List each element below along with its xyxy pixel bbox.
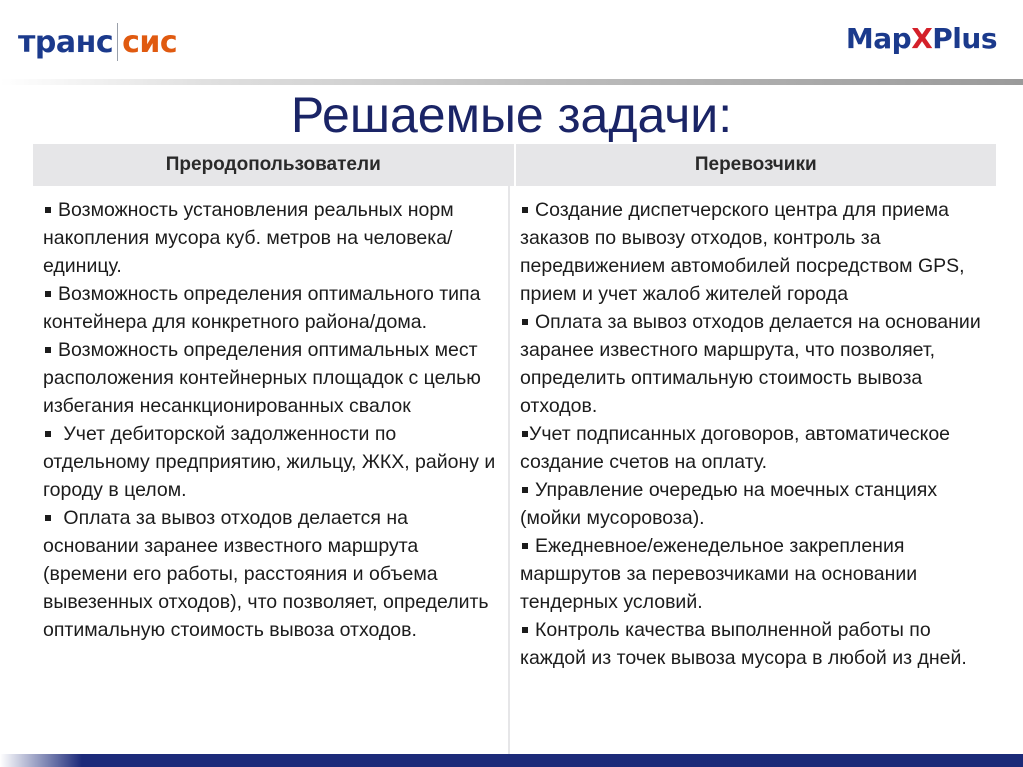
list-item <box>520 420 988 476</box>
list-item-text: Управление очередью на моечных станциях (мойки мусоровоза). <box>520 479 938 529</box>
bullet-icon <box>522 207 528 213</box>
bullet-icon <box>522 319 528 325</box>
table-body <box>33 186 996 755</box>
column-header-carriers: Перевозчики <box>514 144 997 186</box>
list-item-text: Создание диспетчерского центра для приема заказов по вывозу отходов, контроль за передвижением автомобилей посредством GPS, прием и учет жалоб жителей города <box>520 199 965 305</box>
list-item-text: Контроль качества выполненной работы по каждой из точек вывоза мусора в любой из дней. <box>520 619 967 669</box>
bullet-icon <box>522 487 528 493</box>
list-item-text: Возможность определения оптимального типа контейнера для конкретного района/дома. <box>43 283 481 333</box>
logo-left-part1: транс <box>18 24 114 60</box>
nature-users-column <box>33 186 510 755</box>
bullet-icon <box>45 207 51 213</box>
bullet-icon <box>522 431 528 437</box>
bullet-icon <box>522 543 528 549</box>
column-header-nature-users: Преродопользователи <box>165 154 381 175</box>
bottom-bar <box>0 754 1023 767</box>
logo-right-part1: Map <box>845 22 912 55</box>
list-item-text: Учет подписанных договоров, автоматическое создание счетов на оплату. <box>520 423 951 473</box>
logo-right-part2: X <box>911 22 933 55</box>
bullet-icon <box>45 291 51 297</box>
list-item-text: Возможность установления реальных норм накопления мусора куб. метров на человека/единицу. <box>43 199 454 277</box>
tasks-table <box>33 144 996 755</box>
list-item-text: Оплата за вывоз отходов делается на основании заранее известного маршрута (времени его работы, расстояния и объема вывезенных отходов), что позволяет, определить оптимальную стоимость вывоза отходов. <box>43 507 489 641</box>
carriers-column <box>510 186 996 755</box>
list-item-text: Учет дебиторской задолженности по отдельному предприятию, жильцу, ЖКХ, району и городу в целом. <box>43 423 496 501</box>
list-item <box>43 336 500 420</box>
mapxplus-logo <box>846 22 997 55</box>
list-item <box>520 308 988 420</box>
list-item <box>43 420 500 504</box>
list-item <box>43 504 500 644</box>
list-item <box>43 280 500 336</box>
list-item <box>520 532 988 616</box>
list-item <box>520 476 988 532</box>
list-item <box>520 616 988 672</box>
logo-separator <box>117 23 118 61</box>
list-item-text: Ежедневное/еженедельное закрепления маршрутов за перевозчиками на основании тендерных условий. <box>520 535 918 613</box>
bullet-icon <box>45 347 51 353</box>
list-item-text: Оплата за вывоз отходов делается на основании заранее известного маршрута, что позволяет, определить оптимальную стоимость вывоза отходов. <box>520 311 981 417</box>
list-item-text: Возможность определения оптимальных мест расположения контейнерных площадок с целью избегания несанкционированных свалок <box>43 339 481 417</box>
logo-right-part3: Plus <box>932 22 997 55</box>
bullet-icon <box>45 515 51 521</box>
table-header-row <box>33 144 996 186</box>
transsis-logo <box>18 22 177 62</box>
list-item <box>43 196 500 280</box>
list-item <box>520 196 988 308</box>
logo-left-part2: сис <box>122 24 178 60</box>
bullet-icon <box>522 627 528 633</box>
page-title: Решаемые задачи: <box>290 87 733 143</box>
bullet-icon <box>45 431 51 437</box>
